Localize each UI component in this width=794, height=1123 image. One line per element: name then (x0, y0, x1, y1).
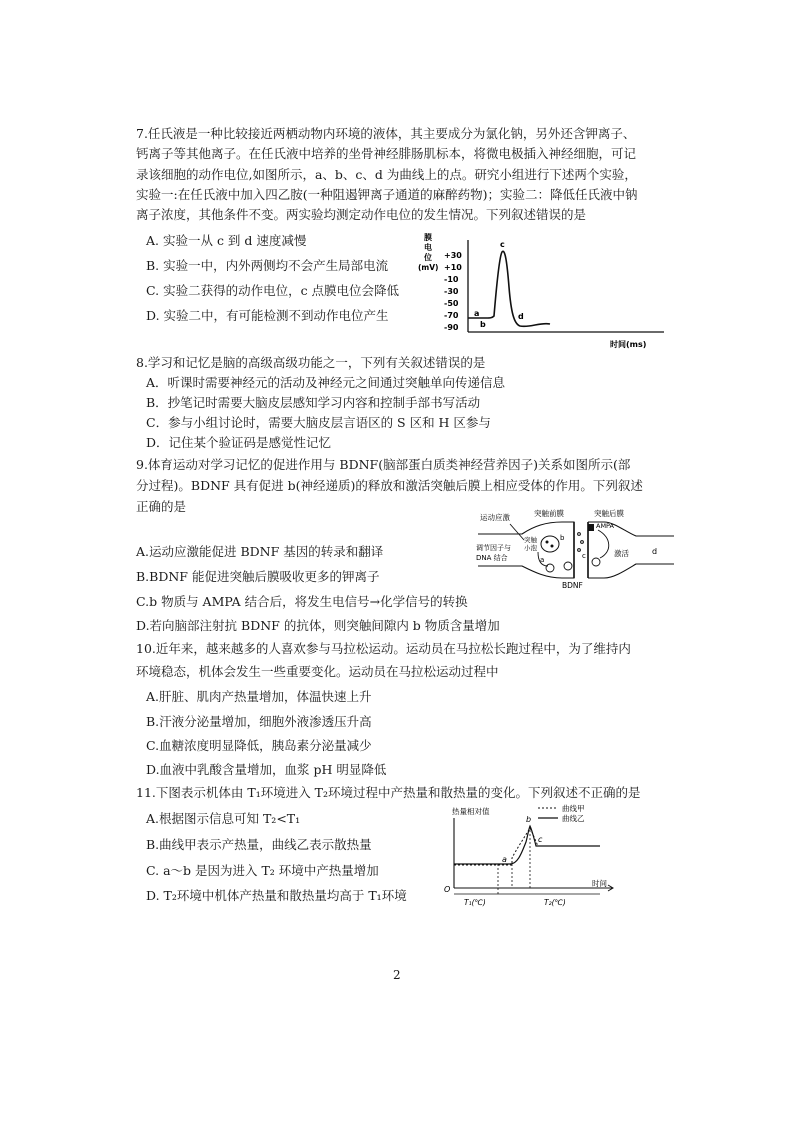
q9-label-ampa: AMPA (596, 522, 615, 530)
q7-point-c: c (500, 240, 505, 249)
q7-tick-7: -90 (444, 323, 459, 332)
q11-origin: O (444, 885, 451, 894)
q8-option-d: D．记住某个验证码是感觉性记忆 (146, 435, 332, 450)
q9-label-factor-1: 调节因子与 (476, 544, 511, 552)
q7-option-a: A. 实验一从 c 到 d 速度减慢 (146, 233, 307, 248)
q11-curve-b (454, 826, 600, 864)
q8-option-b: B．抄笔记时需要大脑皮层感知学习内容和控制手部书写活动 (146, 395, 481, 410)
q9-label-c: c (582, 552, 586, 560)
q7-tick-3: -10 (444, 275, 459, 284)
q9-label-stress: 运动应激 (480, 513, 510, 522)
q7-tick-5: -50 (444, 299, 459, 308)
q9-option-c: C.b 物质与 AMPA 结合后，将发生电信号→化学信号的转换 (136, 594, 468, 609)
q9-transmitter-3 (578, 533, 581, 536)
q10-option-a: A.肝脏、肌肉产热量增加，体温快速上升 (146, 689, 372, 704)
q9-arrow-activate (598, 530, 609, 558)
q11-option-c: C. a～b 是因为进入 T₂ 环境中产热量增加 (146, 863, 379, 878)
q9-label-factor-2: DNA 结合 (476, 554, 508, 562)
q10-stem-line-2: 环境稳态，机体会发生一些重要变化。运动员在马拉松运动过程中 (136, 664, 499, 679)
q11-t2-label: T₂(℃) (544, 898, 566, 907)
page-number: 2 (393, 968, 401, 982)
q9-label-a: a (540, 556, 545, 564)
q9-label-d: d (652, 547, 658, 556)
q7-tick-1: +30 (444, 251, 462, 260)
q9-label-activate: 激活 (614, 549, 629, 558)
q7-stem-line-1: 7.任氏液是一种比较接近两栖动物内环境的液体，其主要成分为氯化钠，另外还含钾离子、 (136, 126, 636, 141)
q9-stem-line-3: 正确的是 (136, 499, 187, 514)
q11-point-b: b (526, 815, 532, 824)
q8-stem: 8.学习和记忆是脑的高级高级功能之一，下列有关叙述错误的是 (136, 355, 486, 370)
q9-ampa-receptor (588, 524, 594, 531)
q11-t1-label: T₁(℃) (464, 898, 486, 907)
q11-point-c: c (538, 835, 543, 844)
q11-stem: 11.下图表示机体由 T₁环境进入 T₂环境过程中产热量和散热量的变化。下列叙述不正确的是 (136, 785, 641, 800)
q9-label-postsynaptic: 突触后膜 (594, 509, 624, 518)
q7-ap-curve (468, 251, 550, 326)
q9-bdnf-molecule-2 (564, 562, 572, 570)
q7-tick-4: -30 (444, 287, 459, 296)
q11-option-a: A.根据图示信息可知 T₂<T₁ (146, 811, 301, 826)
q9-bdnf-molecule-3 (592, 558, 600, 566)
q7-y-label-2: 电 (424, 243, 432, 252)
q8-option-c: C．参与小组讨论时，需要大脑皮层言语区的 S 区和 H 区参与 (146, 415, 491, 430)
q9-option-b: B.BDNF 能促进突触后膜吸收更多的钾离子 (136, 569, 380, 584)
q9-transmitter-1 (546, 541, 549, 544)
q9-arrow-stress (510, 524, 524, 540)
q7-action-potential-figure (418, 232, 668, 354)
q7-option-c: C. 实验二获得的动作电位，c 点膜电位会降低 (146, 283, 400, 298)
q11-legend-a: 曲线甲 (562, 804, 585, 813)
q7-stem-line-5: 离子浓度，其他条件不变。两实验均测定动作电位的发生情况。下列叙述错误的是 (136, 207, 587, 222)
q11-curve-a (454, 828, 538, 865)
q10-option-d: D.血液中乳酸含量增加，血浆 pH 明显降低 (146, 762, 387, 777)
q11-option-d: D. T₂环境中机体产热量和散热量均高于 T₁环境 (146, 888, 407, 903)
q7-option-b: B. 实验一中，内外两侧均不会产生局部电流 (146, 258, 389, 273)
q9-label-bdnf: BDNF (562, 581, 583, 590)
q9-label-b: b (560, 534, 565, 542)
q11-x-label: 时间 (592, 879, 607, 888)
q9-option-a: A.运动应激能促进 BDNF 基因的转录和翻译 (136, 544, 384, 559)
q7-stem-line-4: 实验一:在任氏液中加入四乙胺(一种阻遏钾离子通道的麻醉药物)；实验二：降低任氏液中钠 (136, 187, 638, 202)
q7-option-d: D. 实验二中，有可能检测不到动作电位产生 (146, 308, 389, 323)
q9-transmitter-5 (578, 549, 581, 552)
q7-y-label-1: 膜 (424, 233, 432, 242)
q9-bdnf-molecule-1 (546, 564, 554, 572)
q7-point-a: a (474, 309, 480, 318)
q10-option-b: B.汗液分泌量增加，细胞外液渗透压升高 (146, 714, 372, 729)
q9-stem-line-1: 9.体育运动对学习记忆的促进作用与 BDNF(脑部蛋白质类神经营养因子)关系如图所示(部 (136, 457, 631, 472)
q7-stem-line-2: 钙离子等其他离子。在任氏液中培养的坐骨神经腓肠肌标本，将微电极插入神经细胞，可记 (136, 146, 637, 161)
q9-transmitter-2 (551, 545, 554, 548)
q8-option-a: A．听课时需要神经元的活动及神经元之间通过突触单向传递信息 (146, 375, 506, 390)
q7-x-label: 时间(ms) (610, 340, 647, 349)
q11-option-b: B.曲线甲表示产热量，曲线乙表示散热量 (146, 837, 372, 852)
q9-label-vesicle-1: 突触 (524, 536, 537, 544)
q9-label-presynaptic: 突触前膜 (534, 509, 564, 518)
q9-synapse-figure (476, 508, 676, 592)
q11-legend-b: 曲线乙 (562, 814, 585, 823)
q7-tick-2: +10 (444, 263, 462, 272)
q10-option-c: C.血糖浓度明显降低，胰岛素分泌量减少 (146, 738, 372, 753)
q7-tick-6: -70 (444, 311, 459, 320)
q9-stem-line-2: 分过程)。BDNF 具有促进 b(神经递质)的释放和激活突触后膜上相应受体的作用。下列叙述 (136, 478, 643, 493)
q10-stem-line-1: 10.近年来，越来越多的人喜欢参与马拉松运动。运动员在马拉松长跑过程中，为了维持内 (136, 641, 631, 656)
q9-postsynaptic-terminal (588, 522, 674, 578)
q11-point-a: a (502, 855, 507, 864)
q7-y-label-3: 位 (424, 253, 432, 262)
q7-y-unit: (mV) (418, 263, 439, 272)
q7-point-b: b (480, 320, 486, 329)
q11-y-label: 热量相对值 (452, 807, 490, 816)
q9-transmitter-4 (581, 541, 584, 544)
q7-stem-line-3: 录该细胞的动作电位,如图所示，a、b、c、d 为曲线上的点。研究小组进行下述两个实验， (136, 167, 637, 182)
q9-vesicle (541, 536, 559, 552)
q9-label-vesicle-2: 小泡 (524, 544, 537, 552)
q9-option-d: D.若向脑部注射抗 BDNF 的抗体，则突触间隙内 b 物质含量增加 (136, 618, 500, 633)
q7-point-d: d (518, 312, 524, 321)
q11-heat-figure (440, 802, 620, 908)
